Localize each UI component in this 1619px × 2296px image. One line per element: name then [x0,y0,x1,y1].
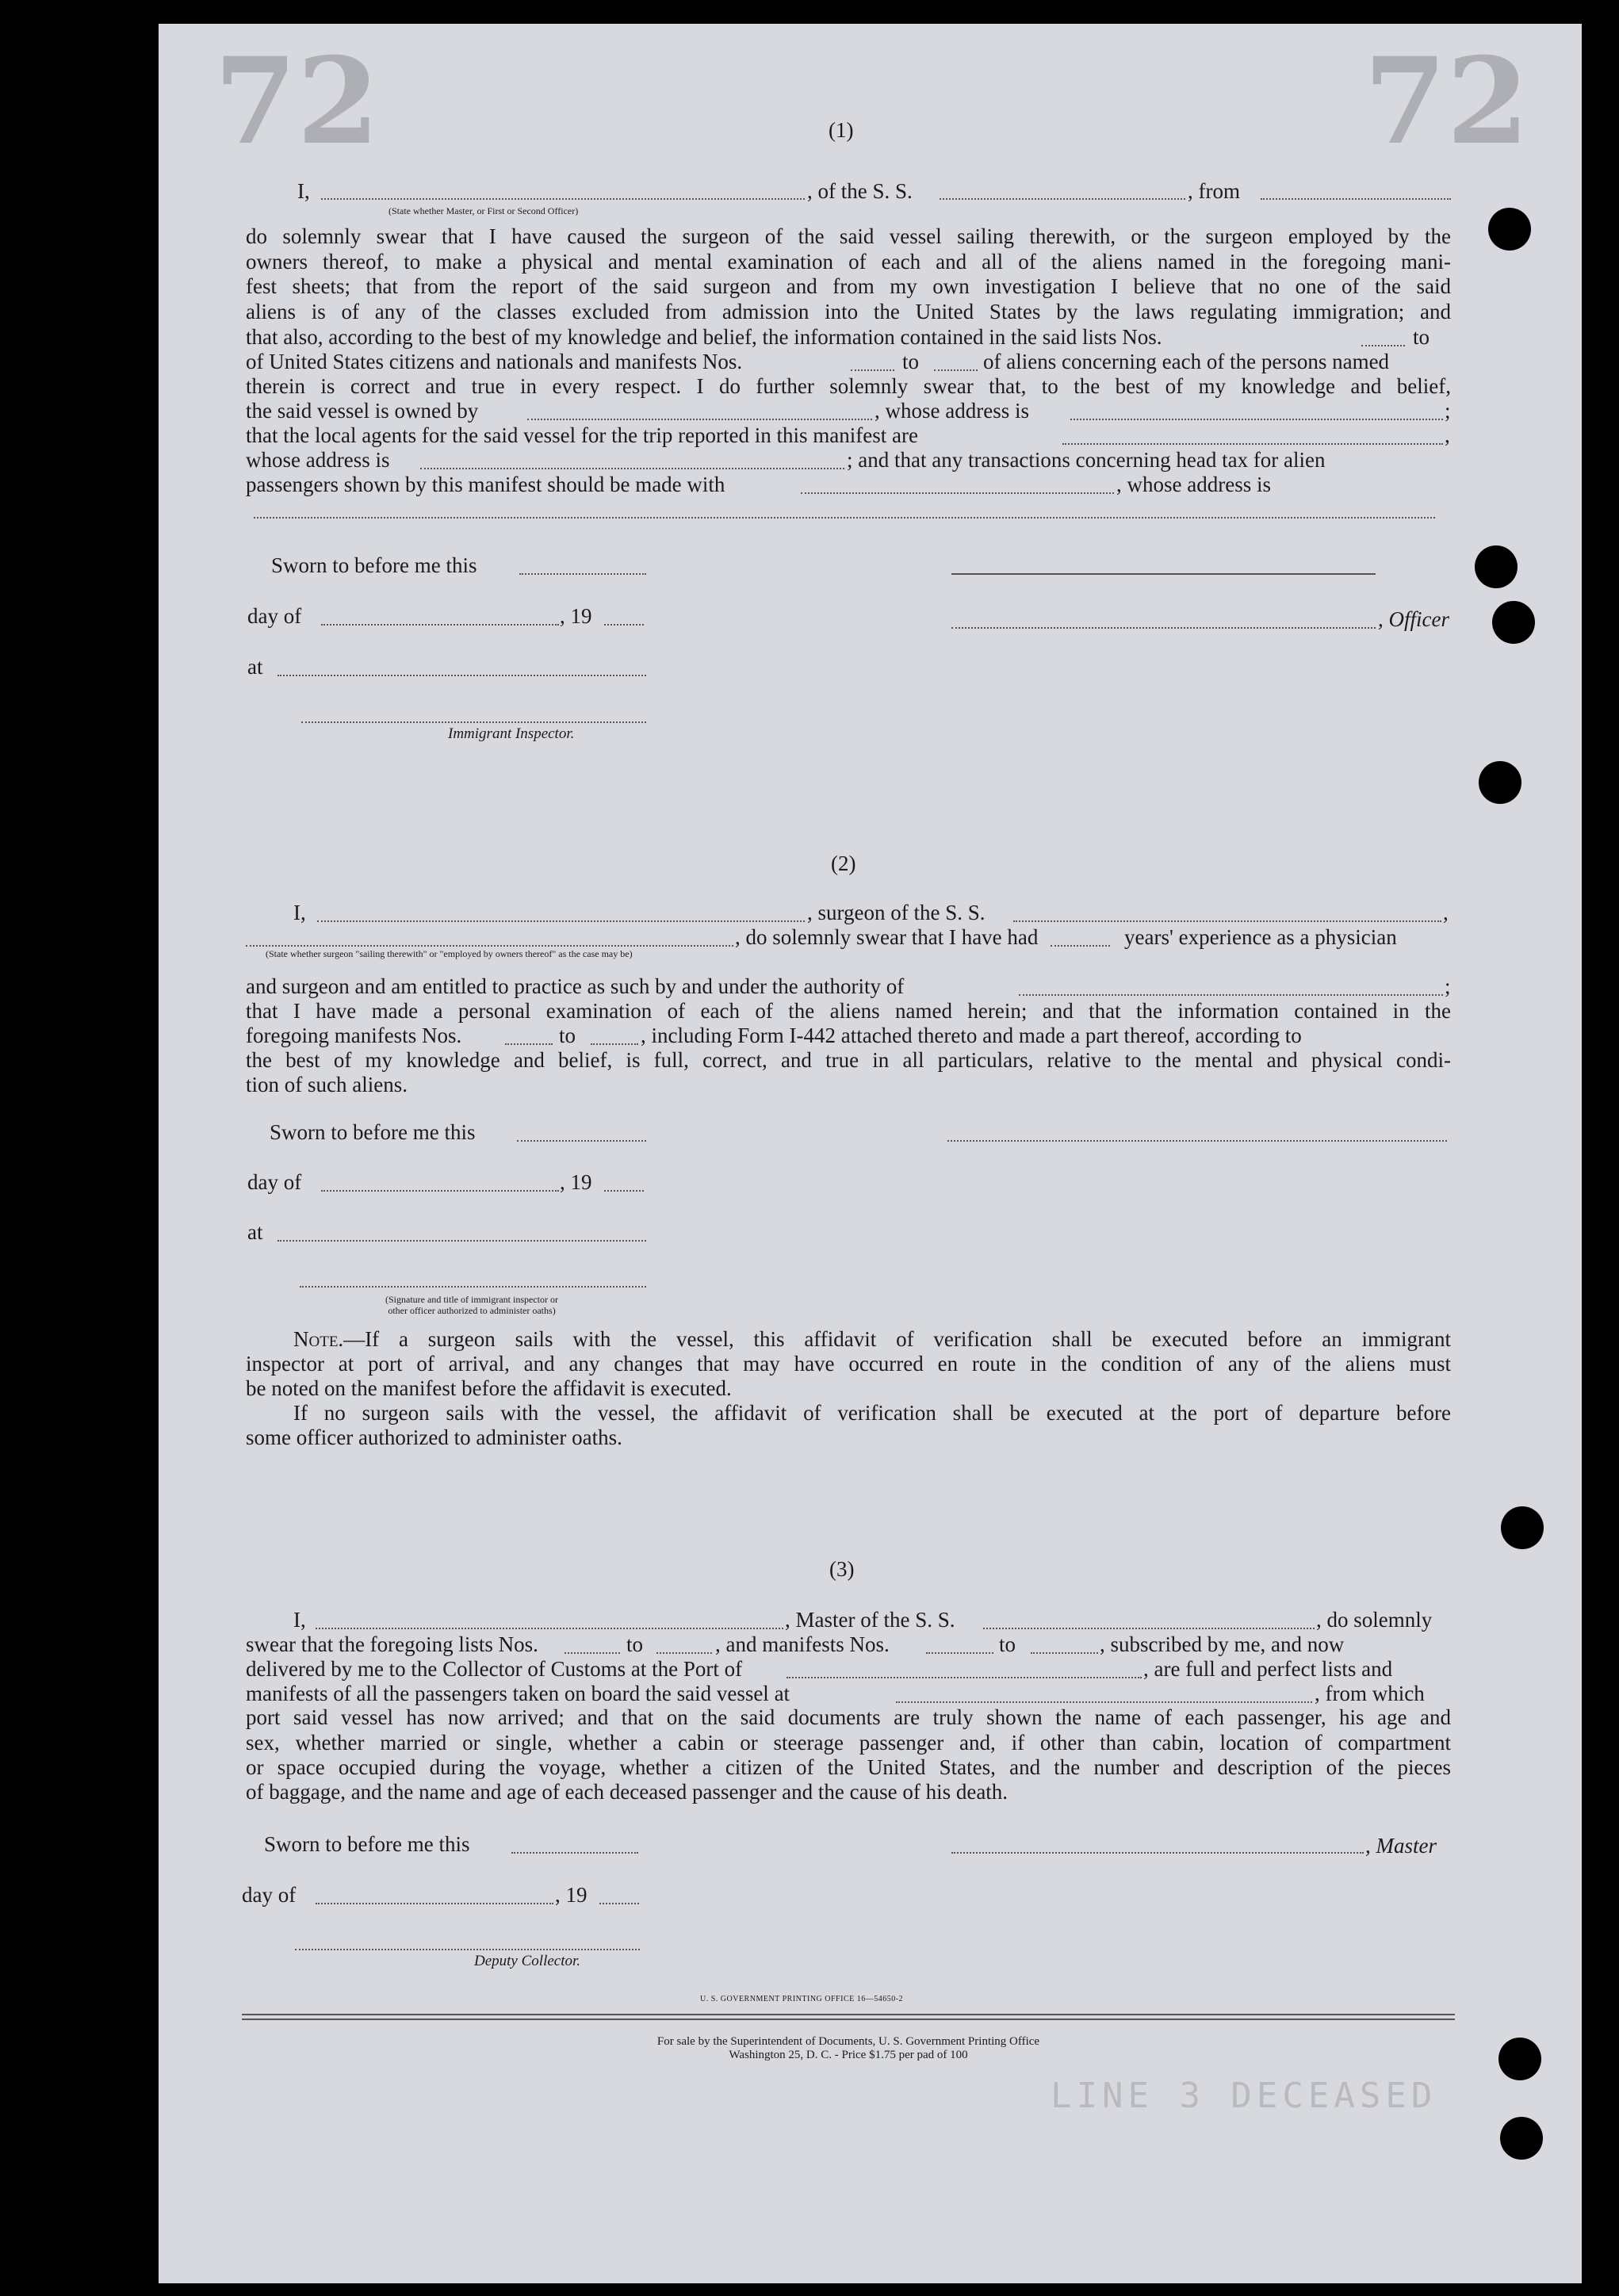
sec3-master-name-line [316,1628,783,1629]
sec1-line11: therein is correct and true in every respect. I do further solemnly swear that, to the best of my knowledge and belief, [246,374,1451,398]
sec1-owner-line [527,419,872,420]
semicolon: ; [1445,974,1451,998]
sec1-caption: (State whether Master, or First or Second Officer) [388,205,579,216]
sec2-i: I, [293,901,306,924]
sec2-note-line1 [293,1326,1451,1352]
punch-hole [1501,1506,1544,1549]
document-page [159,24,1582,2283]
sec2-caption: (State whether surgeon "sailing therewith" or "employed by owners thereof" as the case may be) [266,948,633,959]
semicolon: ; [1445,399,1451,423]
sec2-at: at [247,1220,263,1244]
sec3-to-2: to [999,1632,1016,1656]
sec2-status-line [246,945,733,947]
sec3-master-sign-line [951,1852,1364,1854]
section-2-heading: (2) [831,851,856,875]
sec3-line: sex, whether married or single, whether a cabin or steerage passenger and, if other than cabin, location of compartment [246,1730,1451,1755]
sec1-to-2: to [902,350,920,373]
sec3-subscribed: , subscribed by me, and now [1100,1632,1345,1656]
sec1-headtax: ; and that any transactions concerning head tax for alien [847,448,1326,472]
punch-hole [1479,761,1521,804]
sec1-day-line [321,624,559,626]
sec1-line9: that also, according to the best of my knowledge and belief, the information contained in the said lists Nos. [246,325,1162,349]
sec1-sworn: Sworn to before me this [271,553,477,577]
sec2-line4: that I have made a personal examination of each of the aliens named herein; and that the information contained in the [246,999,1451,1023]
sec3-line: port said vessel has now arrived; and that on the said documents are truly shown the name of each passenger, his age and [246,1705,1451,1729]
sec3-vessel-line [983,1628,1315,1629]
sec2-line6: the best of my knowledge and belief, is full, correct, and true in all particulars, relative to the mental and physical condi- [246,1048,1451,1072]
sec1-line: do solemnly swear that I have caused the surgeon of the said vessel sailing therewith, or the surgeon employed by the [246,224,1451,248]
sec1-from-line [1261,198,1451,200]
sec2-signature-line [947,1140,1447,1142]
punch-hole [1498,2038,1541,2080]
sec1-line10-end: of aliens concerning each of the persons named [983,350,1390,373]
punch-hole [1488,208,1531,251]
sec2-year-line [604,1190,644,1192]
sec1-year: , 19 [560,604,592,628]
sec3-list-from-line [565,1652,620,1654]
sec3-collector-line [295,1949,640,1950]
sec2-years-line [1051,945,1110,947]
sec2-sworn: Sworn to before me this [270,1120,476,1144]
sec1-officer-sign-line [951,573,1376,575]
comma: , [1445,423,1450,447]
sec1-line: aliens is of any of the classes excluded from admission into the United States by the laws regulating immigration; and [246,299,1451,323]
footer-rule-1 [242,2014,1455,2015]
sec3-delivered: delivered by me to the Collector of Customs at the Port of [246,1657,743,1681]
sec2-surgeon-name-line [317,920,805,922]
section-1-heading: (1) [829,118,854,142]
sec2-form: , including Form I-442 attached thereto and made a part thereof, according to [641,1024,1302,1047]
sec3-manifests-nos: , and manifests Nos. [715,1632,890,1656]
sec2-vessel-line [1013,920,1441,922]
sec3-manifest-from-line [926,1652,993,1654]
sec2-years-experience: years' experience as a physician [1124,925,1397,949]
sec1-list-to-line [851,369,894,371]
sec3-paragraph [246,1705,1451,1781]
sec2-signature-caption-1: (Signature and title of immigrant inspector or [385,1294,558,1305]
punch-hole [1500,2117,1543,2160]
footer-rule-2 [242,2019,1455,2020]
sale-notice-1: For sale by the Superintendent of Documents, U. S. Government Printing Office [656,2035,1040,2048]
sec1-of-ss: , of the S. S. [807,179,913,203]
sec1-at: at [247,655,263,679]
sec2-note-line5: some officer authorized to administer oaths. [246,1425,622,1449]
sec3-lists-nos: swear that the foregoing lists Nos. [246,1632,538,1656]
gpo-imprint: U. S. GOVERNMENT PRINTING OFFICE 16—54650-2 [700,1995,904,2003]
sec3-sworn-line [511,1852,638,1854]
sec3-port-line [787,1677,1142,1678]
sec3-line: or space occupied during the voyage, whether a citizen of the United States, and the number and description of the pieces [246,1755,1451,1779]
sec1-owner-address-line [1070,419,1443,420]
punch-hole [1492,601,1535,644]
sec2-day-line [321,1190,559,1192]
sec1-line: fest sheets; that from the report of the said surgeon and from my own investigation I believe that no one of the said [246,274,1451,298]
sec1-year-line [604,624,644,626]
sec1-inspector-label: Immigrant Inspector. [448,725,575,742]
sec1-passengers: passengers shown by this manifest should be made with [246,473,725,496]
sec3-collector-label: Deputy Collector. [474,1953,581,1969]
sec3-list-to-line [656,1652,712,1654]
sec2-note-line3: be noted on the manifest before the affidavit is executed. [246,1376,732,1400]
sec2-authority-line [1019,994,1443,996]
sec3-year-line [599,1903,639,1904]
sec1-manifest-to-line [934,369,978,371]
sec1-vessel-line [940,198,1185,200]
sec1-at-line [277,675,646,676]
sec2-manifests-nos: foregoing manifests Nos. [246,1024,462,1047]
note-text-1: —If a surgeon sails with the vessel, this affidavit of verification shall be executed before an immigrant [343,1327,1451,1351]
sec3-year: , 19 [555,1883,588,1907]
punch-hole [1475,545,1518,588]
sec2-inspector-line [300,1286,646,1288]
sec3-do-solemnly: , do solemnly [1316,1608,1433,1632]
sec3-i: I, [293,1608,306,1632]
sec3-to: to [626,1632,644,1656]
sec1-whose-address-2: , whose address is [1116,473,1271,496]
section-3-heading: (3) [829,1557,855,1581]
sec2-year: , 19 [560,1170,592,1194]
sec2-note-line2: inspector at port of arrival, and any changes that may have occurred en route in the condition of any of the aliens must [246,1352,1451,1376]
sec3-from-which: , from which [1315,1682,1425,1705]
page-number-left: 72 [214,32,380,171]
note-label: Note. [293,1327,344,1351]
sec3-manifest-to-line [1031,1652,1098,1654]
sec1-paragraph [246,224,1451,324]
sec3-sworn: Sworn to before me this [264,1832,470,1856]
sec3-day-of: day of [242,1883,297,1907]
sec1-whose-address: , whose address is [875,399,1029,423]
sec1-line: owners thereof, to make a physical and mental examination of each and all of the aliens named in the foregoing mani- [246,249,1451,274]
sec1-from: , from [1188,179,1240,203]
sec2-surgeon-of-ss: , surgeon of the S. S. [807,901,986,924]
sec1-i: I, [297,179,310,203]
sec1-local-agents: that the local agents for the said vessel for the trip reported in this manifest are [246,423,918,447]
sec1-agents-line [1062,443,1443,445]
sec3-master-of-ss: , Master of the S. S. [785,1608,955,1632]
sec2-sworn-line [517,1140,646,1142]
sale-notice-2: Washington 25, D. C. - Price $1.75 per pad of 100 [729,2049,968,2061]
sec2-line7: tion of such aliens. [246,1073,408,1096]
sec1-inspector-line [301,721,646,723]
sec1-list-from-line [1361,345,1405,346]
sec1-agent-address-line [420,468,844,469]
sec1-owned-by: the said vessel is owned by [246,399,479,423]
sec1-address-line [254,517,1435,519]
sec3-boarded-line [896,1701,1312,1703]
sec3-last-line: of baggage, and the name and age of each deceased passenger and the cause of his death. [246,1780,1009,1804]
sec1-line10: of United States citizens and nationals and manifests Nos. [246,350,743,373]
sec2-manifest-from-line [505,1043,553,1045]
sec1-officer-line [951,627,1376,629]
sec2-to: to [559,1024,576,1047]
sec1-to: to [1413,325,1430,349]
sec3-full-perfect: , are full and perfect lists and [1143,1657,1393,1681]
sec2-signature-caption-2: other officer authorized to administer oaths) [388,1305,556,1316]
sec3-day-line [316,1903,553,1904]
sec2-note-line4: If no surgeon sails with the vessel, the affidavit of verification shall be executed at the port of departure before [293,1401,1451,1425]
sec2-authority: and surgeon and am entitled to practice as such by and under the authority of [246,974,905,998]
comma: , [1443,901,1449,924]
sec1-officer-label: , Officer [1378,607,1449,631]
page-number-right: 72 [1364,32,1529,171]
sec3-manifests-of-all: manifests of all the passengers taken on board the said vessel at [246,1682,790,1705]
sec3-master-label: , Master [1365,1834,1437,1858]
sec1-officer-rank-line [321,198,805,200]
sec1-day-of: day of [247,604,302,628]
sec1-agent-address: whose address is [246,448,390,472]
sec1-headtax-line [801,492,1114,494]
sec2-solemnly-swear: , do solemnly swear that I have had [735,925,1039,949]
sec1-sworn-line [519,573,646,575]
deceased-stamp: LINE 3 DECEASED [1051,2076,1437,2116]
sec2-at-line [277,1240,646,1242]
sec2-manifest-to-line [591,1043,638,1045]
sec2-day-of: day of [247,1170,302,1194]
